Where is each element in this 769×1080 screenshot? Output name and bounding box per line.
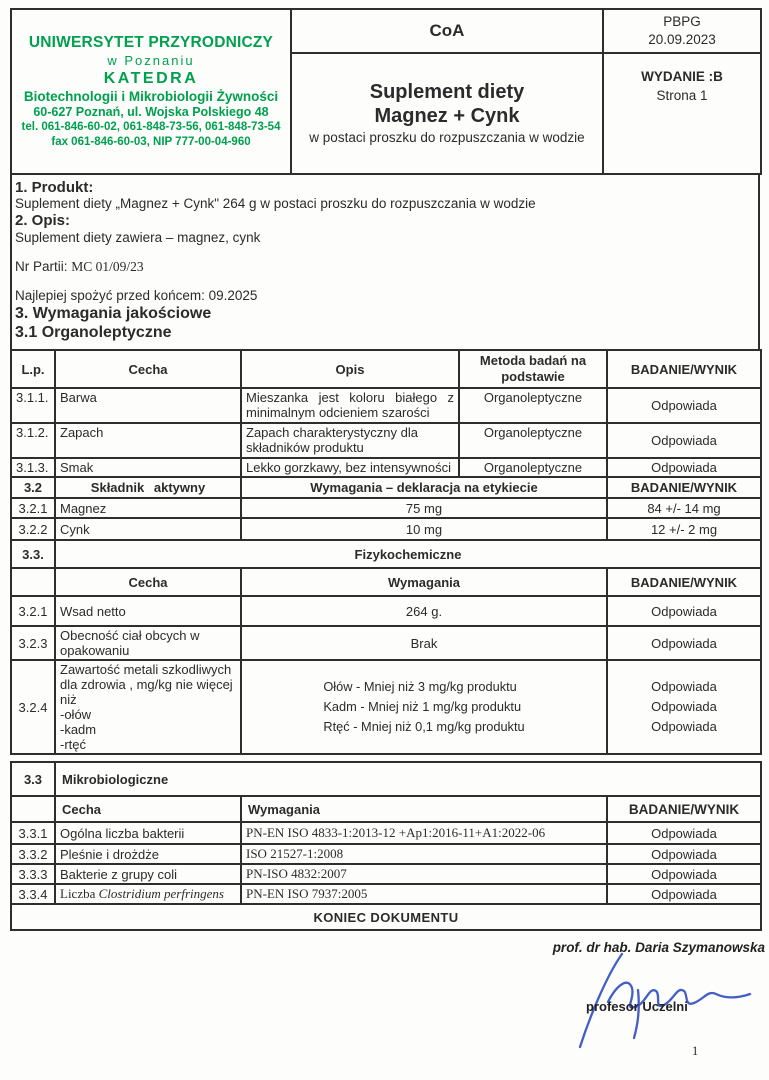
row-standard: ISO 21527-1:2008	[241, 844, 607, 864]
col-header-metoda: Metoda badań na podstawie	[459, 350, 607, 388]
product-title-line1: Suplement diety	[369, 81, 525, 104]
row-wynik: Odpowiada	[607, 596, 761, 626]
row-num: 3.2.2	[11, 518, 55, 540]
section-num: 3.2	[11, 477, 55, 498]
row-lp: 3.1.2.	[11, 423, 55, 458]
section-num: 3.3.	[11, 540, 55, 568]
row-opis: Lekko gorzkawy, bez intensywności	[241, 458, 459, 477]
row-num: 3.2.1	[11, 498, 55, 518]
row-lp: 3.1.1.	[11, 388, 55, 423]
organoleptic-row	[11, 458, 761, 477]
batch-line	[15, 259, 752, 275]
species-prefix: Liczba	[60, 886, 99, 901]
section-num: 3.3	[11, 762, 55, 796]
row-wynik: Odpowiada	[607, 884, 761, 904]
col-header-cecha: Cecha	[55, 796, 241, 822]
col-header-wymagania: Wymagania	[241, 568, 607, 596]
row-wynik: 12 +/- 2 mg	[607, 518, 761, 540]
col-header-wymagania: Wymagania	[241, 796, 607, 822]
active-ingredient-row	[11, 498, 761, 518]
metals-requirements	[323, 677, 524, 736]
micro-row	[11, 822, 761, 844]
physchem-row	[11, 596, 761, 626]
product-title-line2: Magnez + Cynk	[374, 105, 520, 128]
row-wynik: Odpowiada	[607, 458, 761, 477]
micro-section-row	[11, 762, 761, 796]
doc-code-cell	[603, 9, 761, 53]
row-standard: PN-EN ISO 4833-1:2013-12 +Ap1:2016-11+A1:2022-06	[241, 822, 607, 844]
col-header-cecha: Cecha	[55, 568, 241, 596]
section2-heading: 2. Opis:	[15, 212, 71, 230]
col-header-wynik: BADANIE/WYNIK	[607, 796, 761, 822]
micro-row	[11, 864, 761, 884]
row-metoda: Organoleptyczne	[459, 423, 607, 458]
product-title-cell	[291, 53, 603, 174]
organoleptic-row	[11, 423, 761, 458]
section1-heading: 1. Produkt:	[15, 179, 94, 196]
end-of-document-row	[11, 904, 761, 930]
col-header-cecha: Cecha	[55, 350, 241, 388]
metal-item: -kadm	[60, 722, 97, 737]
physchem-row	[11, 626, 761, 660]
row-cecha	[55, 884, 241, 904]
row-wynik: Odpowiada	[607, 626, 761, 660]
active-ingredient-row	[11, 518, 761, 540]
col-header-wynik: BADANIE/WYNIK	[607, 477, 761, 498]
edition-label: WYDANIE :B	[641, 69, 723, 84]
row-wynik: Odpowiada	[607, 423, 761, 458]
row-num: 3.3.1	[11, 822, 55, 844]
batch-value: MC 01/09/23	[71, 258, 144, 274]
row-cecha	[55, 660, 241, 754]
intro-section	[10, 175, 760, 349]
physchem-header-row	[11, 568, 761, 596]
microbiology-table	[10, 761, 762, 931]
best-before-line: Najlepiej spożyć przed końcem: 09.2025	[15, 288, 258, 304]
edition-cell	[603, 53, 761, 174]
row-num: 3.2.4	[11, 660, 55, 754]
university-stamp	[14, 34, 288, 148]
col-header-wynik: BADANIE/WYNIK	[607, 568, 761, 596]
stamp-department: KATEDRA	[103, 70, 199, 88]
col-header-opis: Opis	[241, 350, 459, 388]
metal-limit: Kadm - Mniej niż 1 mg/kg produktu	[323, 699, 522, 715]
micro-row	[11, 844, 761, 864]
row-cecha: Obecność ciał obcych w opakowaniu	[55, 626, 241, 660]
micro-header-row	[11, 796, 761, 822]
batch-label: Nr Partii:	[15, 258, 68, 274]
product-subtitle: w postaci proszku do rozpuszczania w wodzie	[309, 130, 585, 146]
col-header-deklaracja: Wymagania – deklaracja na etykiecie	[241, 477, 607, 498]
metal-limit: Ołów - Mniej niż 3 mg/kg produktu	[323, 679, 517, 695]
stamp-address: 60-627 Poznań, ul. Wojska Polskiego 48	[33, 105, 269, 120]
active-ingredient-header-row	[11, 477, 761, 498]
row-cecha: Bakterie z grupy coli	[55, 864, 241, 884]
stamp-fax-nip: fax 061-846-60-03, NIP 777-00-04-960	[51, 135, 251, 148]
row-wym: Brak	[241, 626, 607, 660]
document-frame	[10, 8, 760, 931]
micro-row	[11, 884, 761, 904]
row-req: 75 mg	[241, 498, 607, 518]
stamp-city: w Poznaniu	[107, 53, 195, 69]
row-cecha: Barwa	[55, 388, 241, 423]
section1-text: Suplement diety „Magnez + Cynk" 264 g w postaci proszku do rozpuszczania w wodzie	[15, 196, 536, 212]
row-num: 3.3.2	[11, 844, 55, 864]
metal-item: -rtęć	[60, 737, 86, 752]
row-name: Magnez	[55, 498, 241, 518]
row-wynik: Odpowiada	[607, 822, 761, 844]
metal-result: Odpowiada	[651, 678, 717, 694]
metal-result: Odpowiada	[651, 719, 717, 735]
section3-heading: 3. Wymagania jakościowe	[15, 305, 212, 323]
row-standard: PN-ISO 4832:2007	[241, 864, 607, 884]
metals-intro: Zawartość metali szkodliwych dla zdrowia , mg/kg nie więcej niż	[60, 662, 233, 707]
stamp-department-name: Biotechnologii i Mikrobiologii Żywności	[23, 88, 279, 104]
row-cecha: Zapach	[55, 423, 241, 458]
species-name: Clostridium perfringens	[98, 886, 224, 901]
row-cecha: Wsad netto	[55, 596, 241, 626]
row-num: 3.2.3	[11, 626, 55, 660]
doc-type-title: CoA	[291, 9, 603, 53]
metal-result: Odpowiada	[651, 698, 717, 714]
row-wynik: Odpowiada	[607, 864, 761, 884]
row-cecha: Smak	[55, 458, 241, 477]
row-standard: PN-EN ISO 7937:2005	[241, 884, 607, 904]
row-wym: 264 g.	[241, 596, 607, 626]
page-label: Strona 1	[656, 87, 708, 103]
physchem-section-title: Fizykochemiczne	[55, 540, 761, 568]
empty-cell	[11, 568, 55, 596]
metal-limit: Rtęć - Mniej niż 0,1 mg/kg produktu	[323, 718, 525, 734]
end-of-document-label: KONIEC DOKUMENTU	[11, 904, 761, 930]
doc-date: 20.09.2023	[648, 32, 716, 47]
row-metoda: Organoleptyczne	[459, 388, 607, 423]
stamp-phone: tel. 061-846-60-02, 061-848-73-56, 061-848-73-54	[21, 121, 281, 134]
university-stamp-cell	[11, 9, 291, 174]
row-wym	[241, 660, 607, 754]
stamp-university-name: UNIWERSYTET PRZYRODNICZY	[28, 34, 274, 52]
section2-text: Suplement diety zawiera – magnez, cynk	[15, 229, 261, 245]
col-header-lp: L.p.	[11, 350, 55, 388]
empty-cell	[11, 796, 55, 822]
row-opis: Mieszanka jest koloru białego z minimalnym odcieniem szarości	[241, 388, 459, 423]
organoleptic-row	[11, 388, 761, 423]
col-header-wynik: BADANIE/WYNIK	[607, 350, 761, 388]
row-lp: 3.1.3.	[11, 458, 55, 477]
doc-code: PBPG	[663, 13, 701, 29]
row-wynik: Odpowiada	[607, 388, 761, 423]
header-table	[10, 8, 762, 175]
row-num: 3.2.1	[11, 596, 55, 626]
quality-table	[10, 349, 762, 755]
physchem-section-row	[11, 540, 761, 568]
col-header-skladnik: Składnik aktywny	[55, 477, 241, 498]
signatory-role: profesor Uczelni	[586, 999, 688, 1014]
row-opis: Zapach charakterystyczny dla składników produktu	[241, 423, 459, 458]
micro-section-title: Mikrobiologiczne	[55, 762, 761, 796]
row-num: 3.3.4	[11, 884, 55, 904]
section31-heading: 3.1 Organoleptyczne	[15, 324, 172, 342]
row-cecha: Pleśnie i drożdże	[55, 844, 241, 864]
signatory-name: prof. dr hab. Daria Szymanowska	[552, 940, 765, 955]
row-wynik: 84 +/- 14 mg	[607, 498, 761, 518]
row-metoda: Organoleptyczne	[459, 458, 607, 477]
heavy-metals-row	[11, 660, 761, 754]
row-cecha: Ogólna liczba bakterii	[55, 822, 241, 844]
row-name: Cynk	[55, 518, 241, 540]
row-num: 3.3.3	[11, 864, 55, 884]
row-wynik	[607, 660, 761, 754]
page-number: 1	[692, 1044, 699, 1058]
row-wynik: Odpowiada	[607, 844, 761, 864]
metal-item: -ołów	[60, 707, 92, 722]
row-req: 10 mg	[241, 518, 607, 540]
